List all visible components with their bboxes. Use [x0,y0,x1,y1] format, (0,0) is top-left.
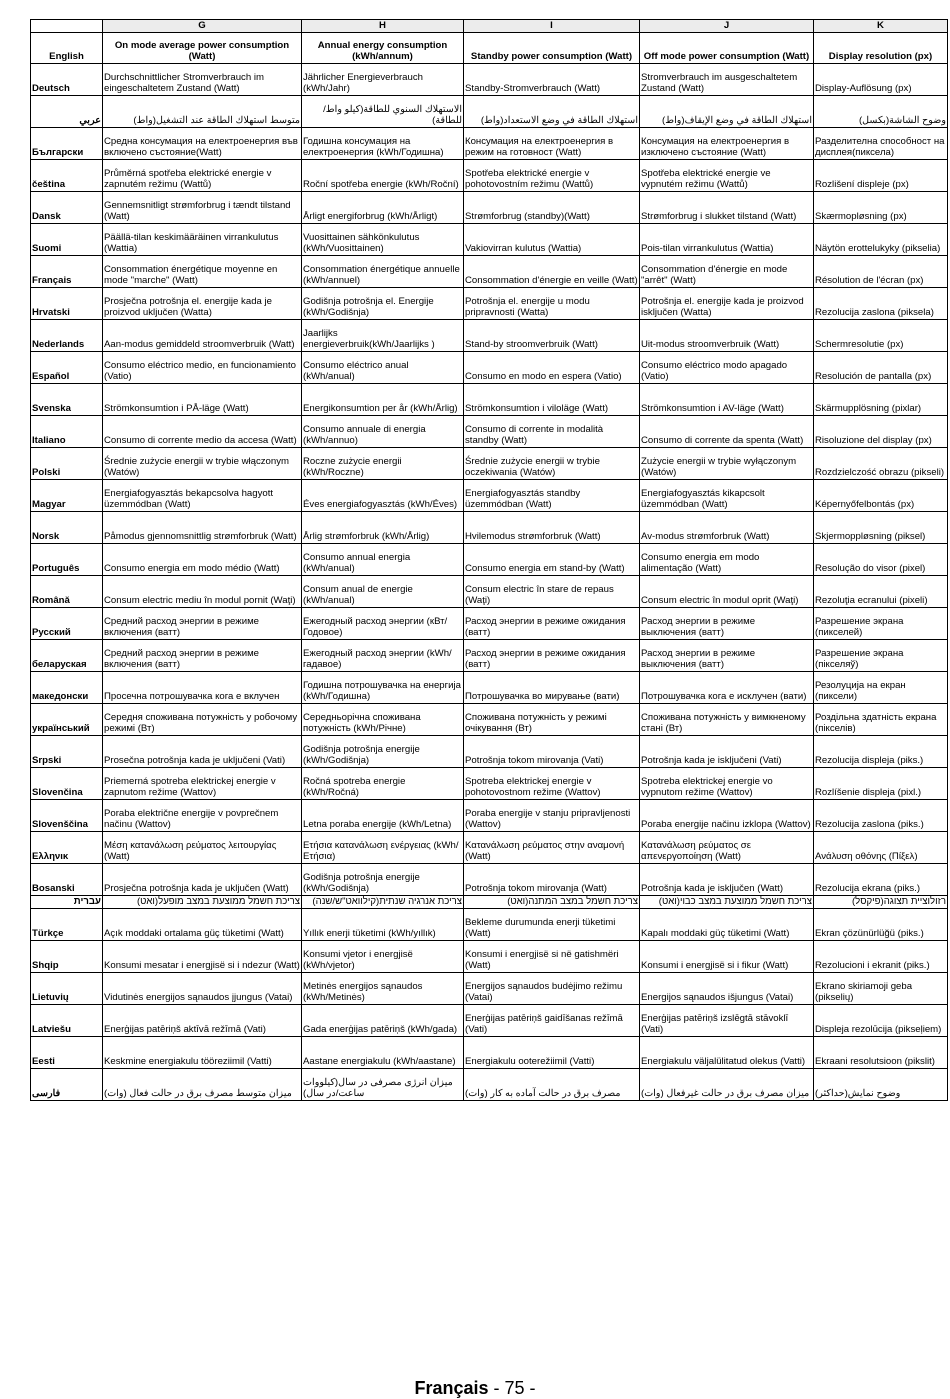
table-cell: Priemerná spotreba elektrickej energie v zapnutom režime (Wattov) [103,768,302,800]
table-cell: Enerģijas patēriņš aktīvā režīmā (Vati) [103,1005,302,1037]
table-cell: Metinės energijos sąnaudos (kWh/Metinės) [302,973,464,1005]
table-cell: Energijos sąnaudos budėjimo režimu (Vatai) [464,973,640,1005]
table-cell: צריכת חשמל ממוצעת במצב כבוי(ואט) [640,896,814,909]
table-row [31,1037,948,1069]
table-cell: Разделителна способност на дисплея(пиксела) [814,128,948,160]
column-letter: H [302,20,464,33]
table-cell: Zużycie energii w trybie wyłączonym (Watów) [640,448,814,480]
table-cell: Разрешение экрана (пикселей) [814,608,948,640]
language-label: Norsk [31,512,103,544]
table-cell: צריכת אנרגיה שנתית(קילוואט"ש/שנה) [302,896,464,909]
language-label: Shqip [31,941,103,973]
table-cell: Rezolucija ekrana (piks.) [814,864,948,896]
table-cell: میزان انرژی مصرفی در سال(کیلووات ساعت/در سال) [302,1069,464,1101]
table-cell: צריכת חשמל במצב המתנה(ואט) [464,896,640,909]
column-header: Annual energy consumption (kWh/annum) [302,33,464,64]
table-row [31,941,948,973]
language-label: Lietuvių [31,973,103,1005]
table-cell: Energiafogyasztás standby üzemmódban (Watt) [464,480,640,512]
table-cell: Consommation énergétique moyenne en mode "marche" (Watt) [103,256,302,288]
power-consumption-table [30,19,948,1101]
table-cell: Årlig strømforbruk (kWh/Årlig) [302,512,464,544]
table-cell: Ekran çözünürlüğü (piks.) [814,909,948,941]
table-cell: Průměrná spotřeba elektrické energie v zapnutém režimu (Wattů) [103,160,302,192]
table-cell: Résolution de l'écran (px) [814,256,948,288]
table-cell: Consumo energia em stand-by (Watt) [464,544,640,576]
table-cell: Spotreba elektrickej energie vo vypnutom režime (Wattov) [640,768,814,800]
table-cell: Rezolucija zaslona (piks.) [814,800,948,832]
table-cell: Ежегодный расход энергии (kWh/гадавое) [302,640,464,672]
table-cell: Potrošnja el. energije kada je proizvod isključen (Watta) [640,288,814,320]
table-cell: Consumo energia em modo médio (Watt) [103,544,302,576]
table-cell: Consum electric în stare de repaus (Waţi) [464,576,640,608]
table-row [31,256,948,288]
table-cell: Aastane energiakulu (kWh/aastane) [302,1037,464,1069]
table-cell: Konsumi i energjisë si në gatishmëri (Watt) [464,941,640,973]
language-label: Deutsch [31,64,103,96]
table-cell: Skärmupplösning (pixlar) [814,384,948,416]
table-row [31,736,948,768]
table-row [31,973,948,1005]
table-cell: Vuosittainen sähkönkulutus (kWh/Vuosittainen) [302,224,464,256]
language-label: Français [31,256,103,288]
table-cell: Spotřeba elektrické energie v pohotovostním režimu (Wattů) [464,160,640,192]
table-cell: Prosečna potrošnja kada je uključeni (Vati) [103,736,302,768]
table-cell: Consumo eléctrico anual (kWh/anual) [302,352,464,384]
table-cell: Średnie zużycie energii w trybie włączonym (Watów) [103,448,302,480]
language-label: Türkçe [31,909,103,941]
table-cell: Gada enerģijas patēriņš (kWh/gada) [302,1005,464,1037]
table-cell: Strömkonsumtion i AV-läge (Watt) [640,384,814,416]
table-row [31,352,948,384]
table-row [31,1005,948,1037]
table-cell: Gennemsnitligt strømforbrug i tændt tilstand (Watt) [103,192,302,224]
table-cell: Schermresolutie (px) [814,320,948,352]
language-label: Svenska [31,384,103,416]
table-row [31,704,948,736]
table-row [31,909,948,941]
table-cell: Rozlišení displeje (px) [814,160,948,192]
table-cell: Расход энергии в режиме ожидания (ватт) [464,608,640,640]
table-cell: Consommation énergétique annuelle (kWh/annuel) [302,256,464,288]
column-letter-row [31,20,948,33]
table-row [31,832,948,864]
footer-language: Français [414,1378,489,1398]
table-row [31,288,948,320]
table-row [31,416,948,448]
language-label: Polski [31,448,103,480]
table-cell: Spotřeba elektrické energie ve vypnutém režimu (Wattů) [640,160,814,192]
table-cell: Consum anual de energie (kWh/anual) [302,576,464,608]
table-cell: Ekrano skiriamoji geba (pikselių) [814,973,948,1005]
table-cell: Kapalı moddaki güç tüketimi (Watt) [640,909,814,941]
table-cell: Enerģijas patēriņš izslēgtā stāvoklī (Vati) [640,1005,814,1037]
table-cell: Poraba energije v stanju pripravljenosti (Wattov) [464,800,640,832]
table-cell: Éves energiafogyasztás (kWh/Éves) [302,480,464,512]
table-row [31,640,948,672]
table-cell: Consumo eléctrico medio, en funcionamiento (Vatio) [103,352,302,384]
table-cell: Потрошувачка кога е исклучен (вати) [640,672,814,704]
table-cell: Консумация на електроенергия в изключено състояние (Watt) [640,128,814,160]
table-cell: Årligt energiforbrug (kWh/Årligt) [302,192,464,224]
table-cell: Keskmine energiakulu tööreziimil (Vatti) [103,1037,302,1069]
table-cell: Средна консумация на електроенергия във включено състояние(Watt) [103,128,302,160]
table-cell: Годишна потрошувачка на енергија (kWh/Годишна) [302,672,464,704]
table-cell: Hvilemodus strømforbruk (Watt) [464,512,640,544]
language-label: Eesti [31,1037,103,1069]
table-row [31,1069,948,1101]
table-row [31,448,948,480]
table-cell: Rezoluţia ecranului (pixeli) [814,576,948,608]
table-row [31,512,948,544]
language-label: Suomi [31,224,103,256]
table-cell: Расход энергии в режиме ожидания (ватт) [464,640,640,672]
table-row [31,864,948,896]
table-cell: Consumo di corrente in modalità standby (Watt) [464,416,640,448]
language-label: Slovenčina [31,768,103,800]
language-label: Ελληνικ [31,832,103,864]
table-cell: Godišnja potrošnja energije (kWh/Godišnja) [302,864,464,896]
table-cell: Prosječna potrošnja kada je uključen (Watt) [103,864,302,896]
table-cell: Képernyőfelbontás (px) [814,480,948,512]
table-cell: Uit-modus stroomverbruik (Watt) [640,320,814,352]
column-header: On mode average power consumption (Watt) [103,33,302,64]
table-cell: Godišnja potrošnja el. Energije (kWh/Godišnja) [302,288,464,320]
table-cell: Näytön erottelukyky (pikselia) [814,224,948,256]
language-label: Dansk [31,192,103,224]
language-label: Español [31,352,103,384]
table-cell: Rezolucioni i ekranit (piks.) [814,941,948,973]
table-cell: استهلاك الطاقة في وضع الإيقاف(واط) [640,96,814,128]
table-row [31,224,948,256]
table-cell: Потрошувачка во мирување (вати) [464,672,640,704]
table-cell: Açık moddaki ortalama güç tüketimi (Watt) [103,909,302,941]
table-cell: Potrošnja tokom mirovanja (Watt) [464,864,640,896]
table-cell: Energikonsumtion per år (kWh/Årlig) [302,384,464,416]
language-label: עברית [31,896,103,909]
table-cell: Середньорічна споживана потужність (kWh/Річне) [302,704,464,736]
table-cell: Strömkonsumtion i PÅ-läge (Watt) [103,384,302,416]
table-row [31,608,948,640]
column-header: Off mode power consumption (Watt) [640,33,814,64]
table-cell: وضوح الشاشة(بكسل) [814,96,948,128]
table-cell: Споживана потужність у вимкненому стані (Вт) [640,704,814,736]
table-cell: Resolução do visor (pixel) [814,544,948,576]
table-cell: Średnie zużycie energii w trybie oczekiwania (Watów) [464,448,640,480]
table-cell: Display-Auflösung (px) [814,64,948,96]
translation-rows [31,64,948,1101]
language-label: Magyar [31,480,103,512]
table-cell: Ετήσια κατανάλωση ενέργειας (kWh/Ετήσια) [302,832,464,864]
table-cell: Consumo energia em modo alimentação (Watt) [640,544,814,576]
table-cell: Durchschnittlicher Stromverbrauch im eingeschaltetem Zustand (Watt) [103,64,302,96]
column-letter: I [464,20,640,33]
table-row [31,672,948,704]
column-letter: K [814,20,948,33]
table-cell: Consumo annuale di energia (kWh/annuo) [302,416,464,448]
table-cell: Годишна консумация на електроенергия (kWh/Годишна) [302,128,464,160]
table-cell: Просечна потрошувачка кога е вклучен [103,672,302,704]
table-cell: Rezolucija displeja (piks.) [814,736,948,768]
table-cell: متوسط استهلاك الطاقة عند التشغيل(واط) [103,96,302,128]
table-cell: Roční spotřeba energie (kWh/Roční) [302,160,464,192]
table-row [31,320,948,352]
table-cell: Consum electric mediu în modul pornit (Waţi) [103,576,302,608]
table-cell: Consumo en modo en espera (Vatio) [464,352,640,384]
table-cell: Pois-tilan virrankulutus (Wattia) [640,224,814,256]
table-cell: Κατανάλωση ρεύματος σε απενεργοποίηση (Watt) [640,832,814,864]
language-label: فارسی [31,1069,103,1101]
table-cell: Skærmopløsning (px) [814,192,948,224]
table-cell: Päällä-tilan keskimääräinen virrankulutus (Wattia) [103,224,302,256]
language-label: Bosanski [31,864,103,896]
table-cell: استهلاك الطاقة في وضع الاستعداد(واط) [464,96,640,128]
table-cell: Konsumi i energjisë si i fikur (Watt) [640,941,814,973]
table-row [31,128,948,160]
table-cell: Potrošnja el. energije u modu pripravnosti (Watta) [464,288,640,320]
table-cell: צריכת חשמל ממוצעת במצב מופעל(ואט) [103,896,302,909]
table-cell: Consommation d'énergie en mode "arrêt" (Watt) [640,256,814,288]
table-cell: میزان مصرف برق در حالت غیرفعال (وات) [640,1069,814,1101]
table-cell: Consum electric în modul oprit (Waţi) [640,576,814,608]
table-row [31,480,948,512]
table-cell: Konsumi vjetor i energjisë (kWh/vjetor) [302,941,464,973]
language-label: Hrvatski [31,288,103,320]
table-cell: Bekleme durumunda enerji tüketimi (Watt) [464,909,640,941]
table-cell: Av-modus strømforbruk (Watt) [640,512,814,544]
table-cell: Risoluzione del display (px) [814,416,948,448]
table-cell: Aan-modus gemiddeld stroomverbruik (Watt) [103,320,302,352]
table-cell: Consumo eléctrico modo apagado (Vatio) [640,352,814,384]
table-cell: Resolución de pantalla (px) [814,352,948,384]
language-label: український [31,704,103,736]
language-label: čeština [31,160,103,192]
table-row [31,160,948,192]
table-cell: Standby-Stromverbrauch (Watt) [464,64,640,96]
table-cell: Средний расход энергии в режиме включения (ватт) [103,640,302,672]
table-row [31,544,948,576]
language-label: Slovenščina [31,800,103,832]
table-row [31,384,948,416]
table-cell: Consommation d'énergie en veille (Watt) [464,256,640,288]
page-number: - 75 - [493,1378,536,1398]
language-label: Italiano [31,416,103,448]
table-cell: Poraba energije načinu izklopa (Wattov) [640,800,814,832]
column-letter: G [103,20,302,33]
table-cell: Rozlíšenie displeja (pixl.) [814,768,948,800]
table-cell: Yıllık enerji tüketimi (kWh/yıllık) [302,909,464,941]
table-cell: Godišnja potrošnja energije (kWh/Godišnja) [302,736,464,768]
table-cell: Консумация на електроенергия в режим на готовност (Watt) [464,128,640,160]
table-cell: Strømforbrug (standby)(Watt) [464,192,640,224]
table-row [31,768,948,800]
language-label: Русский [31,608,103,640]
table-cell: Energiafogyasztás kikapcsolt üzemmódban (Watt) [640,480,814,512]
column-header: Display resolution (px) [814,33,948,64]
table-row [31,192,948,224]
table-cell: Rezolucija zaslona (piksela) [814,288,948,320]
table-cell: Letna poraba energije (kWh/Letna) [302,800,464,832]
table-cell: Ανάλυση οθόνης (Πίξελ) [814,832,948,864]
table-cell: Rozdzielczość obrazu (pikseli) [814,448,948,480]
table-cell: Energijos sąnaudos išjungus (Vatai) [640,973,814,1005]
table-cell: Spotreba elektrickej energie v pohotovostnom režime (Wattov) [464,768,640,800]
table-cell: Strömkonsumtion i viloläge (Watt) [464,384,640,416]
table-cell: Stromverbrauch im ausgeschaltetem Zustand (Watt) [640,64,814,96]
language-label: Български [31,128,103,160]
table-cell: Stand-by stroomverbruik (Watt) [464,320,640,352]
table-cell: مصرف برق در حالت آماده به کار (وات) [464,1069,640,1101]
language-label: Srpski [31,736,103,768]
table-cell: Consumo di corrente da spenta (Watt) [640,416,814,448]
language-label: English [31,33,103,64]
language-label: Română [31,576,103,608]
table-cell: Enerģijas patēriņš gaidīšanas režīmā (Vati) [464,1005,640,1037]
table-cell: Poraba električne energije v povprečnem načinu (Wattov) [103,800,302,832]
table-cell: Vakiovirran kulutus (Wattia) [464,224,640,256]
language-label: Nederlands [31,320,103,352]
table-cell: Расход энергии в режиме выключения (ватт) [640,640,814,672]
table-cell: Energiafogyasztás bekapcsolva hagyott üzemmódban (Watt) [103,480,302,512]
table-cell: Κατανάλωση ρεύματος στην αναμονή (Watt) [464,832,640,864]
table-cell: الاستهلاك السنوي للطاقة(كيلو واط/للطاقة) [302,96,464,128]
table-cell: Strømforbrug i slukket tilstand (Watt) [640,192,814,224]
table-row [31,96,948,128]
table-cell: Energiakulu ooterežiimil (Vatti) [464,1037,640,1069]
table-cell: Skjermoppløsning (piksel) [814,512,948,544]
table-cell: Середня споживана потужність у робочому режимі (Вт) [103,704,302,736]
table-cell: Jährlicher Energieverbrauch (kWh/Jahr) [302,64,464,96]
table-cell: Разрешение экрана (пікселяў) [814,640,948,672]
language-label: Latviešu [31,1005,103,1037]
table-cell: Konsumi mesatar i energjisë si i ndezur (Watt) [103,941,302,973]
table-cell: میزان متوسط مصرف برق در حالت فعال (وات) [103,1069,302,1101]
table-cell: רזולוציית תצוגה(פיקסל) [814,896,948,909]
table-row [31,64,948,96]
table-cell: Средний расход энергии в режиме включения (ватт) [103,608,302,640]
language-label: عربي [31,96,103,128]
table-cell: Energiakulu väljalülitatud olekus (Vatti) [640,1037,814,1069]
table-cell: Roczne zużycie energii (kWh/Roczne) [302,448,464,480]
table-cell: Consumo annual energia (kWh/anual) [302,544,464,576]
table-cell: وضوح نمایش(حداکثر) [814,1069,948,1101]
table-cell: Consumo di corrente medio da accesa (Watt) [103,416,302,448]
table-cell: Prosječna potrošnja el. energije kada je proizvod uključen (Watta) [103,288,302,320]
table-cell: Påmodus gjennomsnittlig strømforbruk (Watt) [103,512,302,544]
page-footer [0,1378,950,1398]
table-row [31,800,948,832]
table-cell: Ročná spotreba energie (kWh/Ročná) [302,768,464,800]
table-cell: Potrošnja kada je isključen (Watt) [640,864,814,896]
table-row [31,576,948,608]
table-cell: Ekraani resolutsioon (pikslit) [814,1037,948,1069]
language-label: беларуская [31,640,103,672]
table-row [31,896,948,909]
corner-cell [31,20,103,33]
english-header-row [31,33,948,64]
table-cell: Jaarlijks energieverbruik(kWh/Jaarlijks ) [302,320,464,352]
table-cell: Μέση κατανάλωση ρεύματος λειτουργίας (Watt) [103,832,302,864]
table-cell: Ежегодный расход энергии (кВт/Годовое) [302,608,464,640]
table-cell: Displeja rezolūcija (pikseļiem) [814,1005,948,1037]
table-cell: Potrošnja kada je isključeni (Vati) [640,736,814,768]
table-cell: Споживана потужність у режимі очікування (Вт) [464,704,640,736]
table-cell: Роздільна здатність екрана (пікселів) [814,704,948,736]
table-cell: Potrošnja tokom mirovanja (Vati) [464,736,640,768]
language-label: Português [31,544,103,576]
language-label: македонски [31,672,103,704]
table-cell: Резолуција на екран (пиксели) [814,672,948,704]
column-letter: J [640,20,814,33]
column-header: Standby power consumption (Watt) [464,33,640,64]
table-cell: Vidutinės energijos sąnaudos įjungus (Vatai) [103,973,302,1005]
table-cell: Расход энергии в режиме выключения (ватт) [640,608,814,640]
